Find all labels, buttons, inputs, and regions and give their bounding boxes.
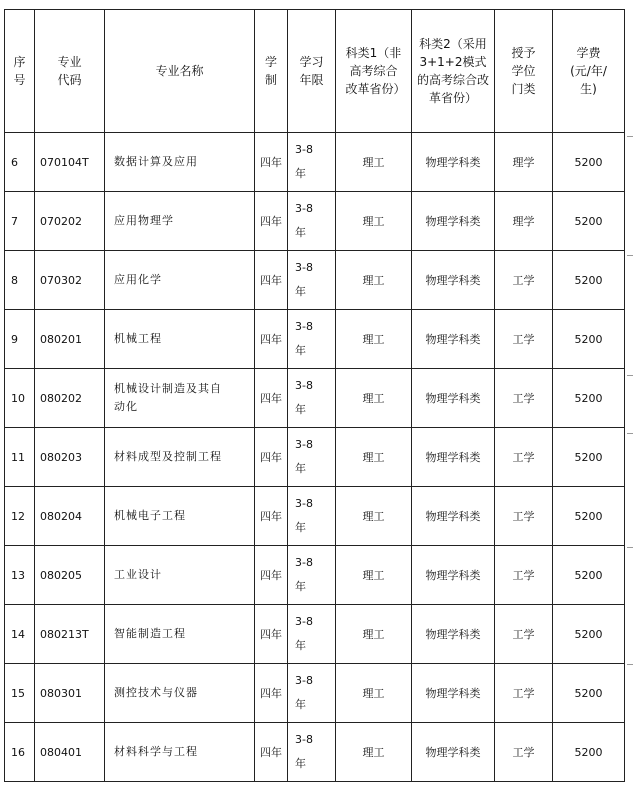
table-header-row xyxy=(5,10,625,133)
cell-code xyxy=(35,723,105,782)
cell-fee xyxy=(553,664,625,723)
cell-category-1 xyxy=(336,251,412,310)
cell-degree-text: 工学 xyxy=(512,628,535,641)
cell-seq xyxy=(5,487,35,546)
page-edge-mark xyxy=(627,547,633,548)
cell-duration-text: 3-8年 xyxy=(295,497,313,534)
cell-duration-text: 3-8年 xyxy=(295,438,313,475)
cell-category-1 xyxy=(336,487,412,546)
majors-table xyxy=(4,9,625,782)
cell-seq xyxy=(5,192,35,251)
cell-duration-text: 3-8年 xyxy=(295,556,313,593)
cell-fee-text: 5200 xyxy=(574,391,603,405)
cell-duration xyxy=(288,605,336,664)
cell-category-1-text: 理工 xyxy=(362,392,385,405)
cell-fee xyxy=(553,310,625,369)
cell-code xyxy=(35,192,105,251)
cell-degree xyxy=(495,251,553,310)
cell-code-text: 080401 xyxy=(40,745,82,759)
header-degree: 授予学位门类 xyxy=(495,10,553,133)
cell-major-name-text: 材料科学与工程 xyxy=(114,745,198,758)
cell-fee xyxy=(553,251,625,310)
cell-category-2 xyxy=(412,546,495,605)
cell-duration-text: 3-8年 xyxy=(295,202,313,239)
cell-seq-text: 9 xyxy=(11,332,18,346)
cell-degree-text: 理学 xyxy=(512,156,535,169)
cell-system-text: 四年 xyxy=(260,687,282,700)
cell-duration xyxy=(288,192,336,251)
cell-seq xyxy=(5,428,35,487)
cell-major-name xyxy=(105,664,255,723)
cell-code-text: 070104T xyxy=(40,155,89,169)
cell-degree xyxy=(495,546,553,605)
cell-duration xyxy=(288,369,336,428)
cell-degree-text: 工学 xyxy=(512,687,535,700)
cell-degree-text: 理学 xyxy=(512,215,535,228)
cell-category-1-text: 理工 xyxy=(362,451,385,464)
cell-category-2-text: 物理学科类 xyxy=(425,451,481,464)
page-edge-mark xyxy=(627,136,633,137)
cell-degree-text: 工学 xyxy=(512,569,535,582)
cell-category-2-text: 物理学科类 xyxy=(425,569,481,582)
cell-major-name-text: 测控技术与仪器 xyxy=(114,686,198,699)
cell-degree xyxy=(495,310,553,369)
cell-major-name-text: 应用物理学 xyxy=(114,214,174,227)
cell-system xyxy=(255,428,288,487)
page-edge-mark xyxy=(627,255,633,256)
cell-fee-text: 5200 xyxy=(574,568,603,582)
cell-category-1-text: 理工 xyxy=(362,156,385,169)
cell-system xyxy=(255,546,288,605)
cell-duration xyxy=(288,428,336,487)
cell-code xyxy=(35,664,105,723)
cell-category-1-text: 理工 xyxy=(362,628,385,641)
table-row xyxy=(5,428,625,487)
cell-category-2-text: 物理学科类 xyxy=(425,746,481,759)
cell-seq-text: 14 xyxy=(11,627,25,641)
cell-seq xyxy=(5,133,35,192)
table-row xyxy=(5,310,625,369)
cell-category-1-text: 理工 xyxy=(362,333,385,346)
cell-code-text: 080201 xyxy=(40,332,82,346)
table-row xyxy=(5,605,625,664)
cell-fee xyxy=(553,133,625,192)
cell-major-name xyxy=(105,546,255,605)
cell-duration xyxy=(288,723,336,782)
cell-degree-text: 工学 xyxy=(512,333,535,346)
cell-major-name-text: 智能制造工程 xyxy=(114,627,186,640)
cell-fee-text: 5200 xyxy=(574,627,603,641)
cell-system-text: 四年 xyxy=(260,215,282,228)
cell-system-text: 四年 xyxy=(260,628,282,641)
cell-code xyxy=(35,428,105,487)
table-row xyxy=(5,251,625,310)
cell-seq xyxy=(5,310,35,369)
page-edge-mark xyxy=(627,433,633,434)
cell-major-name xyxy=(105,133,255,192)
cell-degree xyxy=(495,428,553,487)
cell-major-name-text: 机械设计制造及其自动化 xyxy=(114,382,222,413)
cell-code xyxy=(35,546,105,605)
cell-category-1-text: 理工 xyxy=(362,215,385,228)
cell-degree-text: 工学 xyxy=(512,451,535,464)
cell-seq-text: 11 xyxy=(11,450,25,464)
cell-code-text: 080301 xyxy=(40,686,82,700)
cell-seq xyxy=(5,605,35,664)
cell-duration-text: 3-8年 xyxy=(295,615,313,652)
cell-code-text: 080202 xyxy=(40,391,82,405)
cell-seq-text: 12 xyxy=(11,509,25,523)
cell-fee-text: 5200 xyxy=(574,450,603,464)
cell-system-text: 四年 xyxy=(260,392,282,405)
cell-category-2 xyxy=(412,251,495,310)
cell-category-2 xyxy=(412,310,495,369)
header-cat1: 科类1（非高考综合改革省份） xyxy=(336,10,412,133)
cell-category-2 xyxy=(412,133,495,192)
cell-duration-text: 3-8年 xyxy=(295,320,313,357)
header-duration: 学习年限 xyxy=(288,10,336,133)
cell-category-2 xyxy=(412,192,495,251)
cell-category-2 xyxy=(412,369,495,428)
cell-seq-text: 15 xyxy=(11,686,25,700)
cell-system-text: 四年 xyxy=(260,156,282,169)
cell-category-2-text: 物理学科类 xyxy=(425,274,481,287)
cell-fee-text: 5200 xyxy=(574,273,603,287)
cell-fee-text: 5200 xyxy=(574,155,603,169)
cell-code xyxy=(35,310,105,369)
cell-degree xyxy=(495,723,553,782)
cell-system xyxy=(255,192,288,251)
cell-code-text: 080204 xyxy=(40,509,82,523)
cell-duration-text: 3-8年 xyxy=(295,261,313,298)
cell-seq xyxy=(5,664,35,723)
header-seq: 序号 xyxy=(5,10,35,133)
table-row xyxy=(5,546,625,605)
cell-duration xyxy=(288,251,336,310)
header-name: 专业名称 xyxy=(105,10,255,133)
cell-category-1 xyxy=(336,133,412,192)
cell-fee xyxy=(553,605,625,664)
cell-category-2 xyxy=(412,723,495,782)
cell-duration xyxy=(288,546,336,605)
cell-major-name-text: 工业设计 xyxy=(114,568,162,581)
table-row xyxy=(5,369,625,428)
cell-category-1 xyxy=(336,192,412,251)
cell-major-name xyxy=(105,251,255,310)
cell-degree-text: 工学 xyxy=(512,274,535,287)
cell-duration-text: 3-8年 xyxy=(295,674,313,711)
cell-code xyxy=(35,487,105,546)
cell-system-text: 四年 xyxy=(260,746,282,759)
cell-category-1 xyxy=(336,723,412,782)
cell-degree xyxy=(495,487,553,546)
cell-degree-text: 工学 xyxy=(512,510,535,523)
cell-category-2-text: 物理学科类 xyxy=(425,156,481,169)
cell-system-text: 四年 xyxy=(260,451,282,464)
cell-major-name-text: 材料成型及控制工程 xyxy=(114,450,222,463)
cell-fee xyxy=(553,723,625,782)
cell-category-1 xyxy=(336,664,412,723)
cell-major-name-text: 机械工程 xyxy=(114,332,162,345)
header-code: 专业代码 xyxy=(35,10,105,133)
cell-category-2 xyxy=(412,664,495,723)
cell-duration xyxy=(288,664,336,723)
cell-category-2-text: 物理学科类 xyxy=(425,215,481,228)
cell-fee xyxy=(553,369,625,428)
cell-seq-text: 16 xyxy=(11,745,25,759)
cell-seq-text: 7 xyxy=(11,214,18,228)
cell-seq xyxy=(5,546,35,605)
header-cat2: 科类2（采用3+1+2模式的高考综合改革省份） xyxy=(412,10,495,133)
cell-system xyxy=(255,251,288,310)
cell-system xyxy=(255,723,288,782)
cell-degree xyxy=(495,605,553,664)
cell-category-2-text: 物理学科类 xyxy=(425,687,481,700)
cell-duration-text: 3-8年 xyxy=(295,379,313,416)
cell-duration xyxy=(288,310,336,369)
cell-major-name-text: 应用化学 xyxy=(114,273,162,286)
cell-major-name xyxy=(105,369,255,428)
cell-system xyxy=(255,664,288,723)
cell-seq-text: 10 xyxy=(11,391,25,405)
cell-category-1 xyxy=(336,310,412,369)
cell-system xyxy=(255,310,288,369)
cell-category-2 xyxy=(412,487,495,546)
cell-category-2 xyxy=(412,428,495,487)
cell-fee-text: 5200 xyxy=(574,214,603,228)
cell-seq-text: 13 xyxy=(11,568,25,582)
cell-code xyxy=(35,133,105,192)
cell-code-text: 070302 xyxy=(40,273,82,287)
cell-fee xyxy=(553,546,625,605)
header-system: 学制 xyxy=(255,10,288,133)
cell-duration-text: 3-8年 xyxy=(295,733,313,770)
cell-code-text: 080203 xyxy=(40,450,82,464)
cell-major-name-text: 机械电子工程 xyxy=(114,509,186,522)
cell-system xyxy=(255,605,288,664)
cell-category-1-text: 理工 xyxy=(362,274,385,287)
table-row xyxy=(5,133,625,192)
cell-major-name-text: 数据计算及应用 xyxy=(114,155,198,168)
cell-code-text: 080213T xyxy=(40,627,89,641)
page-edge-mark xyxy=(627,375,633,376)
header-fee: 学费(元/年/生) xyxy=(553,10,625,133)
cell-seq-text: 6 xyxy=(11,155,18,169)
cell-fee-text: 5200 xyxy=(574,686,603,700)
cell-category-1 xyxy=(336,369,412,428)
cell-degree xyxy=(495,664,553,723)
cell-major-name xyxy=(105,192,255,251)
cell-category-1-text: 理工 xyxy=(362,687,385,700)
cell-major-name xyxy=(105,487,255,546)
cell-category-1 xyxy=(336,605,412,664)
cell-code xyxy=(35,605,105,664)
table-row xyxy=(5,487,625,546)
cell-seq xyxy=(5,251,35,310)
cell-category-1-text: 理工 xyxy=(362,510,385,523)
cell-system-text: 四年 xyxy=(260,333,282,346)
table-row xyxy=(5,664,625,723)
cell-system-text: 四年 xyxy=(260,274,282,287)
cell-system xyxy=(255,369,288,428)
cell-fee-text: 5200 xyxy=(574,745,603,759)
cell-seq-text: 8 xyxy=(11,273,18,287)
cell-degree xyxy=(495,369,553,428)
table-row xyxy=(5,723,625,782)
cell-code xyxy=(35,251,105,310)
cell-seq xyxy=(5,369,35,428)
table-row xyxy=(5,192,625,251)
cell-category-1-text: 理工 xyxy=(362,569,385,582)
cell-duration xyxy=(288,133,336,192)
cell-fee xyxy=(553,192,625,251)
cell-category-1 xyxy=(336,428,412,487)
cell-system xyxy=(255,133,288,192)
cell-code xyxy=(35,369,105,428)
cell-seq xyxy=(5,723,35,782)
cell-category-1-text: 理工 xyxy=(362,746,385,759)
table-body xyxy=(5,133,625,782)
cell-system xyxy=(255,487,288,546)
cell-system-text: 四年 xyxy=(260,569,282,582)
document-page xyxy=(4,9,625,782)
cell-system-text: 四年 xyxy=(260,510,282,523)
cell-category-2-text: 物理学科类 xyxy=(425,628,481,641)
cell-category-2 xyxy=(412,605,495,664)
cell-fee-text: 5200 xyxy=(574,332,603,346)
cell-duration xyxy=(288,487,336,546)
cell-code-text: 070202 xyxy=(40,214,82,228)
cell-category-1 xyxy=(336,546,412,605)
cell-category-2-text: 物理学科类 xyxy=(425,333,481,346)
cell-category-2-text: 物理学科类 xyxy=(425,392,481,405)
cell-major-name xyxy=(105,428,255,487)
cell-fee-text: 5200 xyxy=(574,509,603,523)
cell-major-name xyxy=(105,310,255,369)
cell-code-text: 080205 xyxy=(40,568,82,582)
cell-major-name xyxy=(105,605,255,664)
cell-degree-text: 工学 xyxy=(512,392,535,405)
cell-degree-text: 工学 xyxy=(512,746,535,759)
cell-fee xyxy=(553,428,625,487)
cell-fee xyxy=(553,487,625,546)
cell-degree xyxy=(495,133,553,192)
cell-major-name xyxy=(105,723,255,782)
cell-category-2-text: 物理学科类 xyxy=(425,510,481,523)
cell-duration-text: 3-8年 xyxy=(295,143,313,180)
page-edge-mark xyxy=(627,664,633,665)
cell-degree xyxy=(495,192,553,251)
